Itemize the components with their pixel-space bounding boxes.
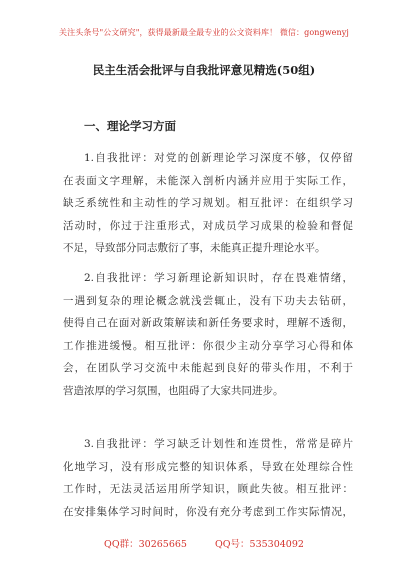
promo-banner: 关注头条号"公文研究"，获得最新最全最专业的公文资料库！ 微信：gongwenyj [59,28,349,37]
paragraph-line: 工作推进缓慢。相互批评：你很少主动分享学习心得和体 [63,339,353,352]
paragraph-line: 2.自我批评：学习新理论新知识时，存在畏难情绪， [84,272,353,284]
paragraph-1 [63,147,353,260]
paragraph-line: 活动时，你过于注重形式，对成员学习成果的检验和督促 [63,219,353,232]
qq-number-text: QQ号：535304092 [214,539,304,550]
paragraph-line: 在安排集体学习时间时，你没有充分考虑到工作实际情况， [63,505,353,518]
paragraph-line: 营造浓厚的学习氛围，也阻碍了大家共同进步。 [63,384,284,397]
paragraph-line: 在表面文字理解，未能深入剖析内涵并应用于实际工作， [63,174,353,187]
paragraph-line: 缺乏系统性和主动性的学习规划。相互批评：在组织学习 [63,197,353,209]
qq-group-text: QQ群：30265665 [104,539,187,550]
paragraph-line: 使得自己在面对新政策解读和新任务要求时，理解不透彻， [63,317,353,329]
paragraph-line: 不足，导致部分同志敷衍了事，未能真正提升理论水平。 [63,242,326,254]
paragraph-line: 会，在团队学习交流中未能起到良好的带头作用，不利于 [63,362,353,374]
paragraph-2 [63,267,353,402]
paragraph-line: 化地学习，没有形成完整的知识体系，导致在处理综合性 [63,460,353,473]
paragraph-line: 1.自我批评：对党的创新理论学习深度不够，仅停留 [84,152,353,164]
section-heading: 一、理论学习方面 [84,119,176,133]
paragraph-line: 一遇到复杂的理论概念就浅尝辄止，没有下功夫去钻研， [63,294,353,307]
contact-footer [0,536,408,550]
document-title: 民主生活会批评与自我批评意见精选(50组) [92,63,316,77]
paragraph-3 [63,433,353,523]
paragraph-line: 3.自我批评：学习缺乏计划性和连贯性，常常是碎片 [84,438,353,450]
paragraph-line: 工作时，无法灵活运用所学知识，顾此失彼。相互批评： [63,483,353,495]
